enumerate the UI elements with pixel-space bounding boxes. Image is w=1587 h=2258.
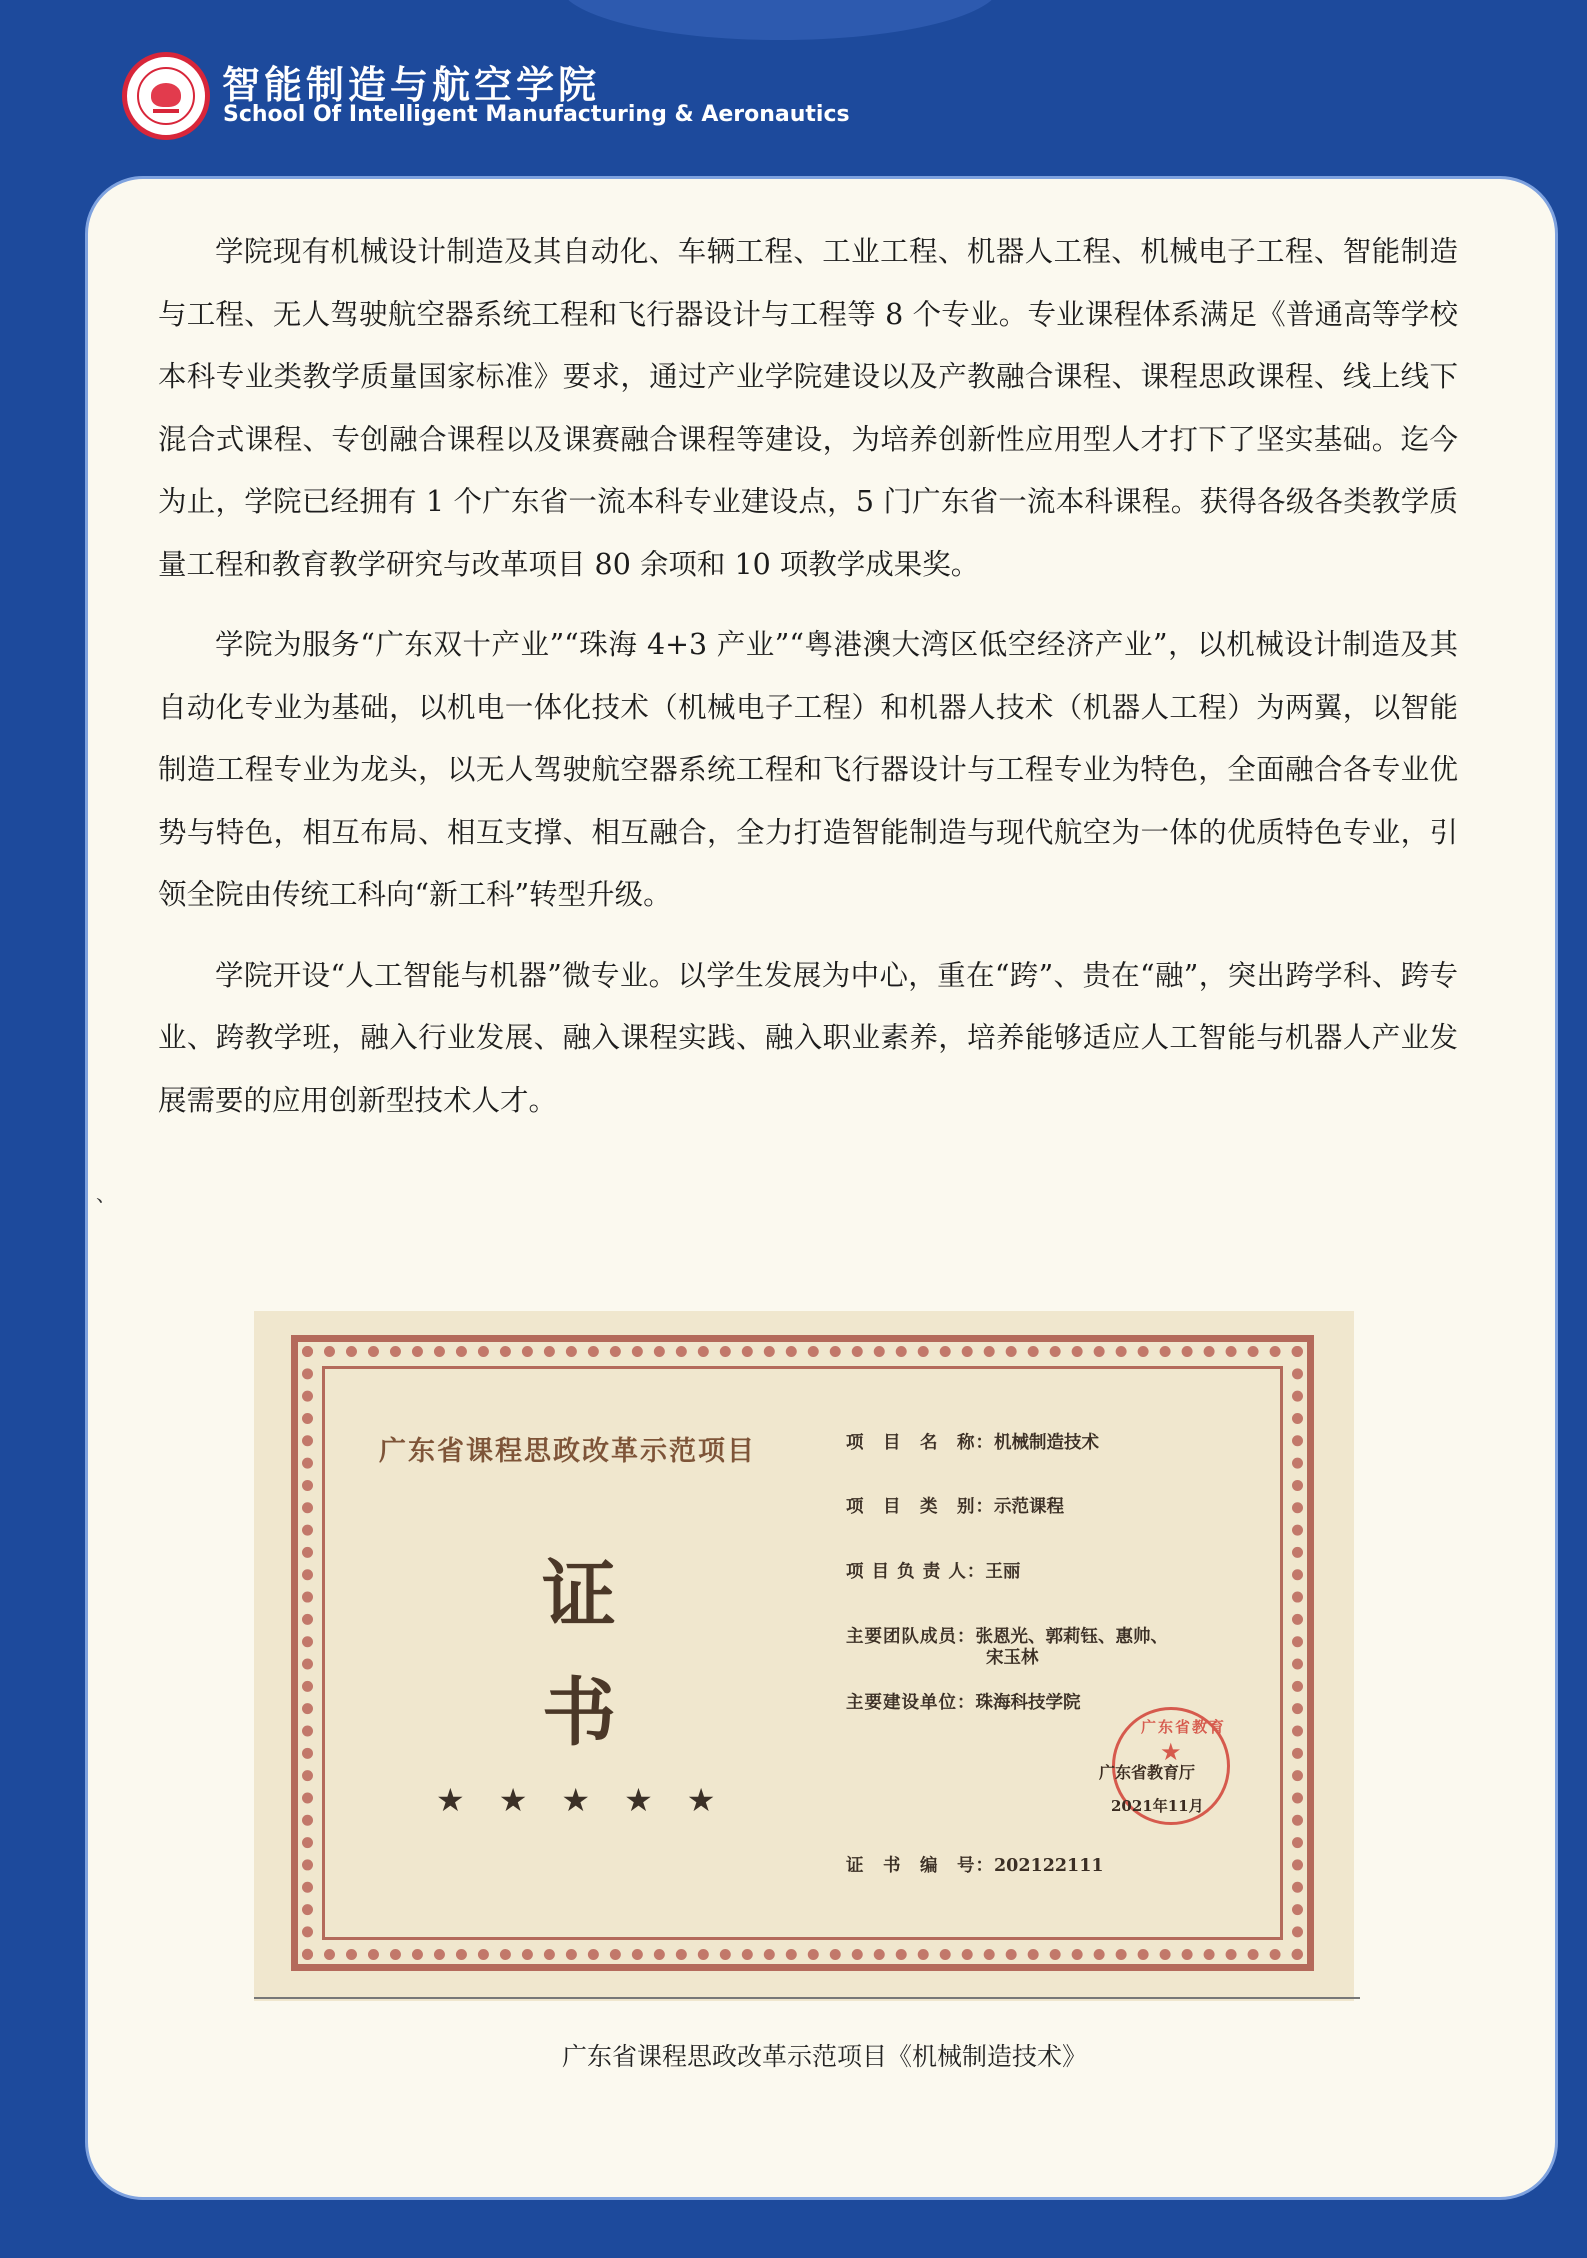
lotus-icon (151, 83, 181, 107)
paragraph-majors: 学院现有机械设计制造及其自动化、车辆工程、工业工程、机器人工程、机械电子工程、智能制造与工程、无人驾驶航空器系统工程和飞行器设计与工程等 8 个专业。专业课程体系满足《普通高等学校本科专业类教学质量国家标准》要求，通过产业学院建设以及产教融合课程、课程思政课程、线上线下混合式课程、专创融合课程以及课赛融合课程等建设，为培养创新性应用型人才打下了坚实基础。迄今为止，学院已经拥有 1 个广东省一流本科专业建设点，5 门广东省一流本科课程。获得各级各类教学质量工程和教育教学研究与改革项目 80 余项和 10 项教学成果奖。 (158, 235, 1458, 581)
content-card (85, 176, 1558, 2200)
decorative-top-arc (560, 0, 1000, 40)
certificate-title: 广东省课程思政改革示范项目 (379, 1436, 756, 1467)
field-project-category: 项 目 类 别：示范课程 (846, 1497, 1064, 1517)
school-logo (122, 52, 210, 140)
field-team-members: 主要团队成员：张恩光、郭莉钰、惠帅、 (846, 1627, 1168, 1647)
field-project-name: 项 目 名 称：机械制造技术 (846, 1433, 1099, 1453)
issue-date: 2021年11月 (1111, 1797, 1204, 1815)
field-project-leader: 项 目 负 责 人：王丽 (846, 1562, 1021, 1582)
field-certificate-number: 证 书 编 号：202122111 (846, 1856, 1104, 1876)
image-divider (254, 1997, 1360, 1999)
field-unit: 主要建设单位：珠海科技学院 (846, 1693, 1081, 1713)
stray-mark: 、 (96, 1182, 116, 1206)
intro-text (96, 221, 1458, 1206)
certificate-char-shu: 书 (542, 1670, 616, 1756)
certificate-caption: 广东省课程思政改革示范项目《机械制造技术》 (561, 2042, 1087, 2071)
school-name-en: School Of Intelligent Manufacturing & Aeronautics (223, 102, 850, 127)
seal-text: 广东省教育 (1141, 1718, 1227, 1736)
paragraph-micro-major: 学院开设“人工智能与机器”微专业。以学生发展为中心，重在“跨”、贵在“融”，突出跨学科、跨专业、跨教学班，融入行业发展、融入课程实践、融入职业素养，培养能够适应人工智能与机器人产业发展需要的应用创新型技术人才。 (158, 958, 1458, 1117)
paragraph-industry: 学院为服务“广东双十产业”“珠海 4+3 产业”“粤港澳大湾区低空经济产业”，以机械设计制造及其自动化专业为基础，以机电一体化技术（机械电子工程）和机器人技术（机器人工程）为两翼，以智能制造工程专业为龙头，以无人驾驶航空器系统工程和飞行器设计与工程专业为特色，全面融合各专业优势与特色，相互布局、相互支撑、相互融合，全力打造智能制造与现代航空为一体的优质特色专业，引领全院由传统工科向“新工科”转型升级。 (158, 628, 1458, 911)
seal-star-icon: ★ (1160, 1738, 1182, 1766)
field-team-members-cont: 宋玉林 (986, 1648, 1039, 1668)
school-name-cn: 智能制造与航空学院 (222, 63, 601, 107)
star-row-icon: ★★★★★ (436, 1781, 750, 1819)
certificate-image (254, 1311, 1354, 2001)
certificate-char-zheng: 证 (542, 1552, 616, 1638)
issuer-name: 广东省教育厅 (1099, 1763, 1196, 1782)
